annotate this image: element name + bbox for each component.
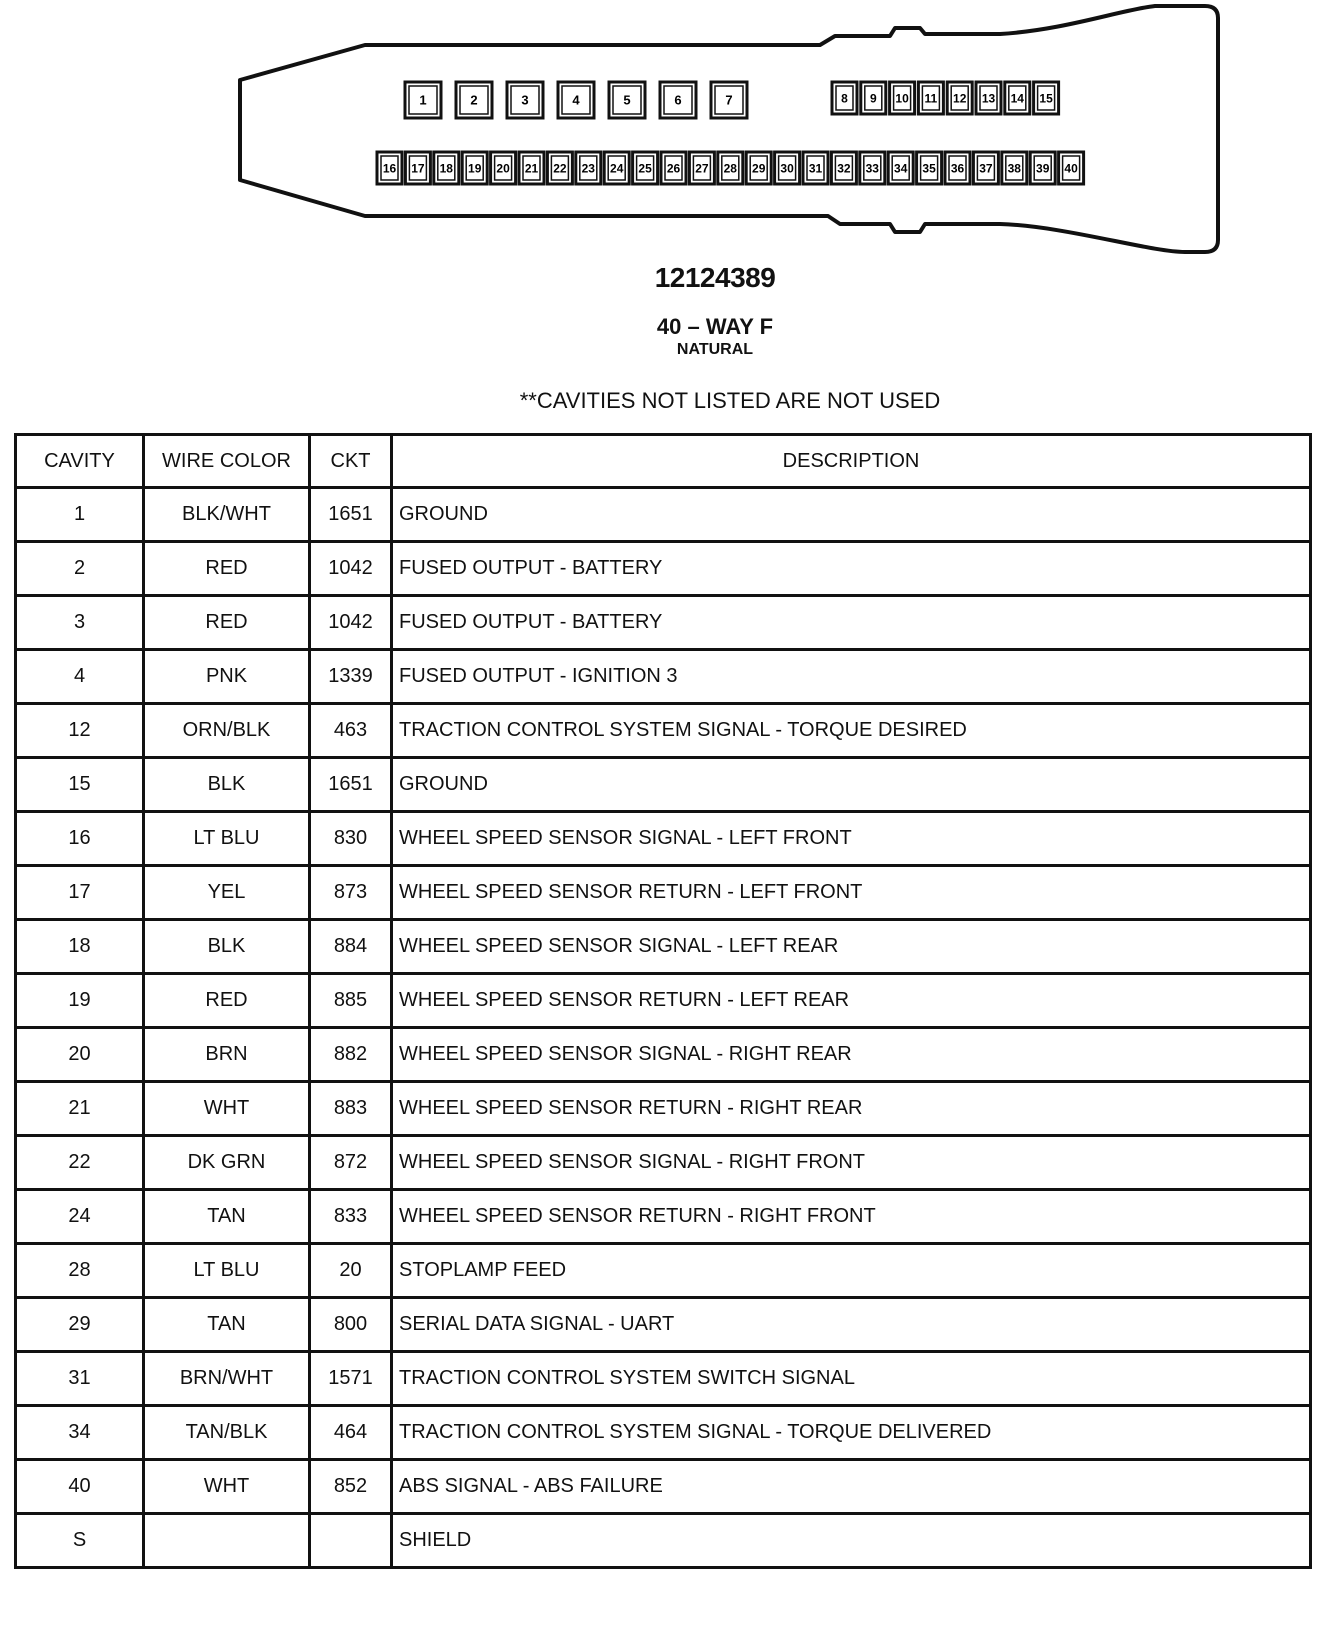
part-number: 12124389 <box>654 262 776 293</box>
cavity-6 <box>660 82 696 118</box>
cell-wire-color: TAN <box>144 1298 310 1352</box>
cell-description: WHEEL SPEED SENSOR RETURN - RIGHT REAR <box>392 1082 1311 1136</box>
cell-description: ABS SIGNAL - ABS FAILURE <box>392 1460 1311 1514</box>
header-cavity: CAVITY <box>16 435 144 488</box>
table-row <box>16 1514 1311 1568</box>
cavity-2 <box>456 82 492 118</box>
cell-cavity: 12 <box>16 704 144 758</box>
table-row <box>16 1460 1311 1514</box>
unused-cavities-note: **CAVITIES NOT LISTED ARE NOT USED <box>519 388 941 413</box>
cavity-18 <box>434 152 459 184</box>
cavity-24 <box>604 152 629 184</box>
cavity-number: 10 <box>895 91 909 106</box>
cavity-21 <box>519 152 544 184</box>
cell-description: STOPLAMP FEED <box>392 1244 1311 1298</box>
connector-color: NATURAL <box>676 341 754 358</box>
cell-ckt: 833 <box>310 1190 392 1244</box>
cell-cavity: 1 <box>16 488 144 542</box>
cell-wire-color: RED <box>144 542 310 596</box>
cell-cavity: 2 <box>16 542 144 596</box>
cell-description: TRACTION CONTROL SYSTEM SIGNAL - TORQUE DESIRED <box>392 704 1311 758</box>
table-row <box>16 1298 1311 1352</box>
cell-ckt: 1042 <box>310 542 392 596</box>
cavity-number: 39 <box>1036 161 1050 176</box>
table-row <box>16 1352 1311 1406</box>
cavity-number: 20 <box>496 161 510 176</box>
cell-description: SERIAL DATA SIGNAL - UART <box>392 1298 1311 1352</box>
cell-ckt: 1339 <box>310 650 392 704</box>
cell-description: SHIELD <box>392 1514 1311 1568</box>
cell-description: WHEEL SPEED SENSOR RETURN - LEFT FRONT <box>392 866 1311 920</box>
cell-wire-color: BRN/WHT <box>144 1352 310 1406</box>
cell-description: GROUND <box>392 758 1311 812</box>
cavity-number: 23 <box>581 161 595 176</box>
cavity-12 <box>947 82 972 114</box>
table-row <box>16 758 1311 812</box>
cavity-13 <box>976 82 1001 114</box>
cavity-number: 13 <box>981 91 996 106</box>
table-header-row <box>16 435 1311 488</box>
table-row <box>16 812 1311 866</box>
cavity-number: 32 <box>837 161 851 176</box>
cavity-25 <box>633 152 658 184</box>
cavity-15 <box>1034 82 1059 114</box>
cavity-number: 26 <box>666 161 681 176</box>
cavity-19 <box>462 152 487 184</box>
cavity-29 <box>746 152 771 184</box>
cavity-28 <box>718 152 743 184</box>
table-row <box>16 1244 1311 1298</box>
table-row <box>16 488 1311 542</box>
cavity-5 <box>609 82 645 118</box>
pinout-table <box>14 433 1312 1569</box>
cavity-number: 17 <box>411 161 425 176</box>
cavity-number: 12 <box>953 91 967 106</box>
cell-ckt: 1042 <box>310 596 392 650</box>
cavity-14 <box>1005 82 1030 114</box>
cavity-row-top <box>405 82 1059 118</box>
cavity-35 <box>917 152 942 184</box>
cell-description: WHEEL SPEED SENSOR SIGNAL - RIGHT FRONT <box>392 1136 1311 1190</box>
table-row <box>16 1406 1311 1460</box>
table-row <box>16 1082 1311 1136</box>
cell-cavity: 28 <box>16 1244 144 1298</box>
cell-cavity: 4 <box>16 650 144 704</box>
table-row <box>16 1190 1311 1244</box>
cavity-number: 35 <box>922 161 936 176</box>
cavity-number: 33 <box>865 161 879 176</box>
cavity-40 <box>1059 152 1084 184</box>
cavity-number: 4 <box>572 92 580 108</box>
header-description: DESCRIPTION <box>392 435 1311 488</box>
cell-cavity: 3 <box>16 596 144 650</box>
cavity-20 <box>491 152 516 184</box>
cell-wire-color: LT BLU <box>144 1244 310 1298</box>
cell-wire-color: RED <box>144 596 310 650</box>
cell-wire-color: LT BLU <box>144 812 310 866</box>
cavity-34 <box>888 152 913 184</box>
cavity-number: 29 <box>752 161 766 176</box>
cavity-32 <box>831 152 856 184</box>
header-ckt: CKT <box>310 435 392 488</box>
cavity-36 <box>945 152 970 184</box>
cell-ckt <box>310 1514 392 1568</box>
cell-ckt: 1651 <box>310 488 392 542</box>
cavity-3 <box>507 82 543 118</box>
cavity-number: 36 <box>950 161 965 176</box>
cavity-30 <box>775 152 800 184</box>
cell-wire-color: BLK <box>144 758 310 812</box>
cell-ckt: 20 <box>310 1244 392 1298</box>
cell-cavity: 19 <box>16 974 144 1028</box>
cell-description: FUSED OUTPUT - IGNITION 3 <box>392 650 1311 704</box>
cavity-number: 21 <box>524 161 539 176</box>
cell-cavity: 34 <box>16 1406 144 1460</box>
cavity-11 <box>918 82 943 114</box>
table-row <box>16 1028 1311 1082</box>
cell-ckt: 463 <box>310 704 392 758</box>
cavity-number: 1 <box>419 92 427 108</box>
header-wire-color: WIRE COLOR <box>144 435 310 488</box>
cell-description: WHEEL SPEED SENSOR RETURN - RIGHT FRONT <box>392 1190 1311 1244</box>
cavity-number: 14 <box>1010 91 1024 106</box>
cavity-number: 18 <box>439 161 453 176</box>
cavity-number: 2 <box>470 92 478 108</box>
cell-ckt: 884 <box>310 920 392 974</box>
cavity-8 <box>832 82 857 114</box>
cavity-4 <box>558 82 594 118</box>
cavity-number: 19 <box>468 161 482 176</box>
cell-ckt: 800 <box>310 1298 392 1352</box>
cavity-9 <box>861 82 886 114</box>
cavity-1 <box>405 82 441 118</box>
cell-description: TRACTION CONTROL SYSTEM SWITCH SIGNAL <box>392 1352 1311 1406</box>
cell-ckt: 883 <box>310 1082 392 1136</box>
cavity-number: 30 <box>780 161 794 176</box>
cavity-38 <box>1002 152 1027 184</box>
connector-type: 40 – WAY F <box>656 314 774 339</box>
cell-description: FUSED OUTPUT - BATTERY <box>392 542 1311 596</box>
cell-wire-color: RED <box>144 974 310 1028</box>
cavity-31 <box>803 152 828 184</box>
cell-wire-color: BLK <box>144 920 310 974</box>
connector-diagram <box>0 0 1328 260</box>
cell-description: WHEEL SPEED SENSOR SIGNAL - LEFT REAR <box>392 920 1311 974</box>
cavity-number: 6 <box>674 92 682 108</box>
cavity-39 <box>1030 152 1055 184</box>
cavity-27 <box>689 152 714 184</box>
cell-cavity: 31 <box>16 1352 144 1406</box>
cell-cavity: 29 <box>16 1298 144 1352</box>
cavity-number: 7 <box>725 92 733 108</box>
cell-wire-color: BLK/WHT <box>144 488 310 542</box>
cell-wire-color: TAN/BLK <box>144 1406 310 1460</box>
cavity-7 <box>711 82 747 118</box>
table-row <box>16 974 1311 1028</box>
cavity-23 <box>576 152 601 184</box>
cell-wire-color <box>144 1514 310 1568</box>
cell-ckt: 1571 <box>310 1352 392 1406</box>
cavity-number: 15 <box>1039 91 1053 106</box>
cell-ckt: 1651 <box>310 758 392 812</box>
cell-description: TRACTION CONTROL SYSTEM SIGNAL - TORQUE DELIVERED <box>392 1406 1311 1460</box>
cavity-37 <box>973 152 998 184</box>
cell-cavity: 20 <box>16 1028 144 1082</box>
cavity-10 <box>890 82 915 114</box>
cell-cavity: 24 <box>16 1190 144 1244</box>
cell-ckt: 873 <box>310 866 392 920</box>
cavity-number: 11 <box>924 91 938 106</box>
cell-wire-color: PNK <box>144 650 310 704</box>
cavity-number: 8 <box>841 91 848 106</box>
cavity-number: 24 <box>610 161 624 176</box>
cavity-number: 16 <box>382 161 397 176</box>
cell-ckt: 464 <box>310 1406 392 1460</box>
cavity-number: 40 <box>1064 161 1078 176</box>
cavity-number: 27 <box>695 161 709 176</box>
cell-description: GROUND <box>392 488 1311 542</box>
table-row <box>16 1136 1311 1190</box>
cell-wire-color: BRN <box>144 1028 310 1082</box>
cell-cavity: S <box>16 1514 144 1568</box>
table-row <box>16 596 1311 650</box>
table-row <box>16 866 1311 920</box>
cell-cavity: 21 <box>16 1082 144 1136</box>
cavity-number: 25 <box>638 161 652 176</box>
cell-wire-color: YEL <box>144 866 310 920</box>
cavity-number: 38 <box>1007 161 1021 176</box>
cell-wire-color: TAN <box>144 1190 310 1244</box>
cell-cavity: 40 <box>16 1460 144 1514</box>
table-row <box>16 920 1311 974</box>
cell-description: FUSED OUTPUT - BATTERY <box>392 596 1311 650</box>
cavity-26 <box>661 152 686 184</box>
cavity-number: 34 <box>894 161 908 176</box>
table-row <box>16 704 1311 758</box>
cell-ckt: 872 <box>310 1136 392 1190</box>
table-row <box>16 650 1311 704</box>
cavity-row-bottom <box>377 152 1084 184</box>
cavity-number: 31 <box>808 161 823 176</box>
cell-ckt: 885 <box>310 974 392 1028</box>
cavity-number: 9 <box>869 91 877 106</box>
cell-wire-color: DK GRN <box>144 1136 310 1190</box>
cell-cavity: 18 <box>16 920 144 974</box>
cavity-number: 28 <box>723 161 737 176</box>
cell-cavity: 17 <box>16 866 144 920</box>
connector-outline <box>240 6 1218 252</box>
cell-description: WHEEL SPEED SENSOR SIGNAL - LEFT FRONT <box>392 812 1311 866</box>
cell-ckt: 882 <box>310 1028 392 1082</box>
cavity-33 <box>860 152 885 184</box>
cavity-16 <box>377 152 402 184</box>
cell-ckt: 852 <box>310 1460 392 1514</box>
cell-ckt: 830 <box>310 812 392 866</box>
cell-wire-color: WHT <box>144 1460 310 1514</box>
cavity-22 <box>547 152 572 184</box>
cavity-number: 5 <box>623 92 631 108</box>
cavity-17 <box>405 152 430 184</box>
cell-cavity: 22 <box>16 1136 144 1190</box>
cell-cavity: 16 <box>16 812 144 866</box>
cavity-number: 22 <box>553 161 567 176</box>
cavity-number: 37 <box>979 161 993 176</box>
cell-description: WHEEL SPEED SENSOR RETURN - LEFT REAR <box>392 974 1311 1028</box>
cell-wire-color: WHT <box>144 1082 310 1136</box>
cell-description: WHEEL SPEED SENSOR SIGNAL - RIGHT REAR <box>392 1028 1311 1082</box>
table-row <box>16 542 1311 596</box>
cell-cavity: 15 <box>16 758 144 812</box>
cavity-number: 3 <box>521 92 529 108</box>
cell-wire-color: ORN/BLK <box>144 704 310 758</box>
